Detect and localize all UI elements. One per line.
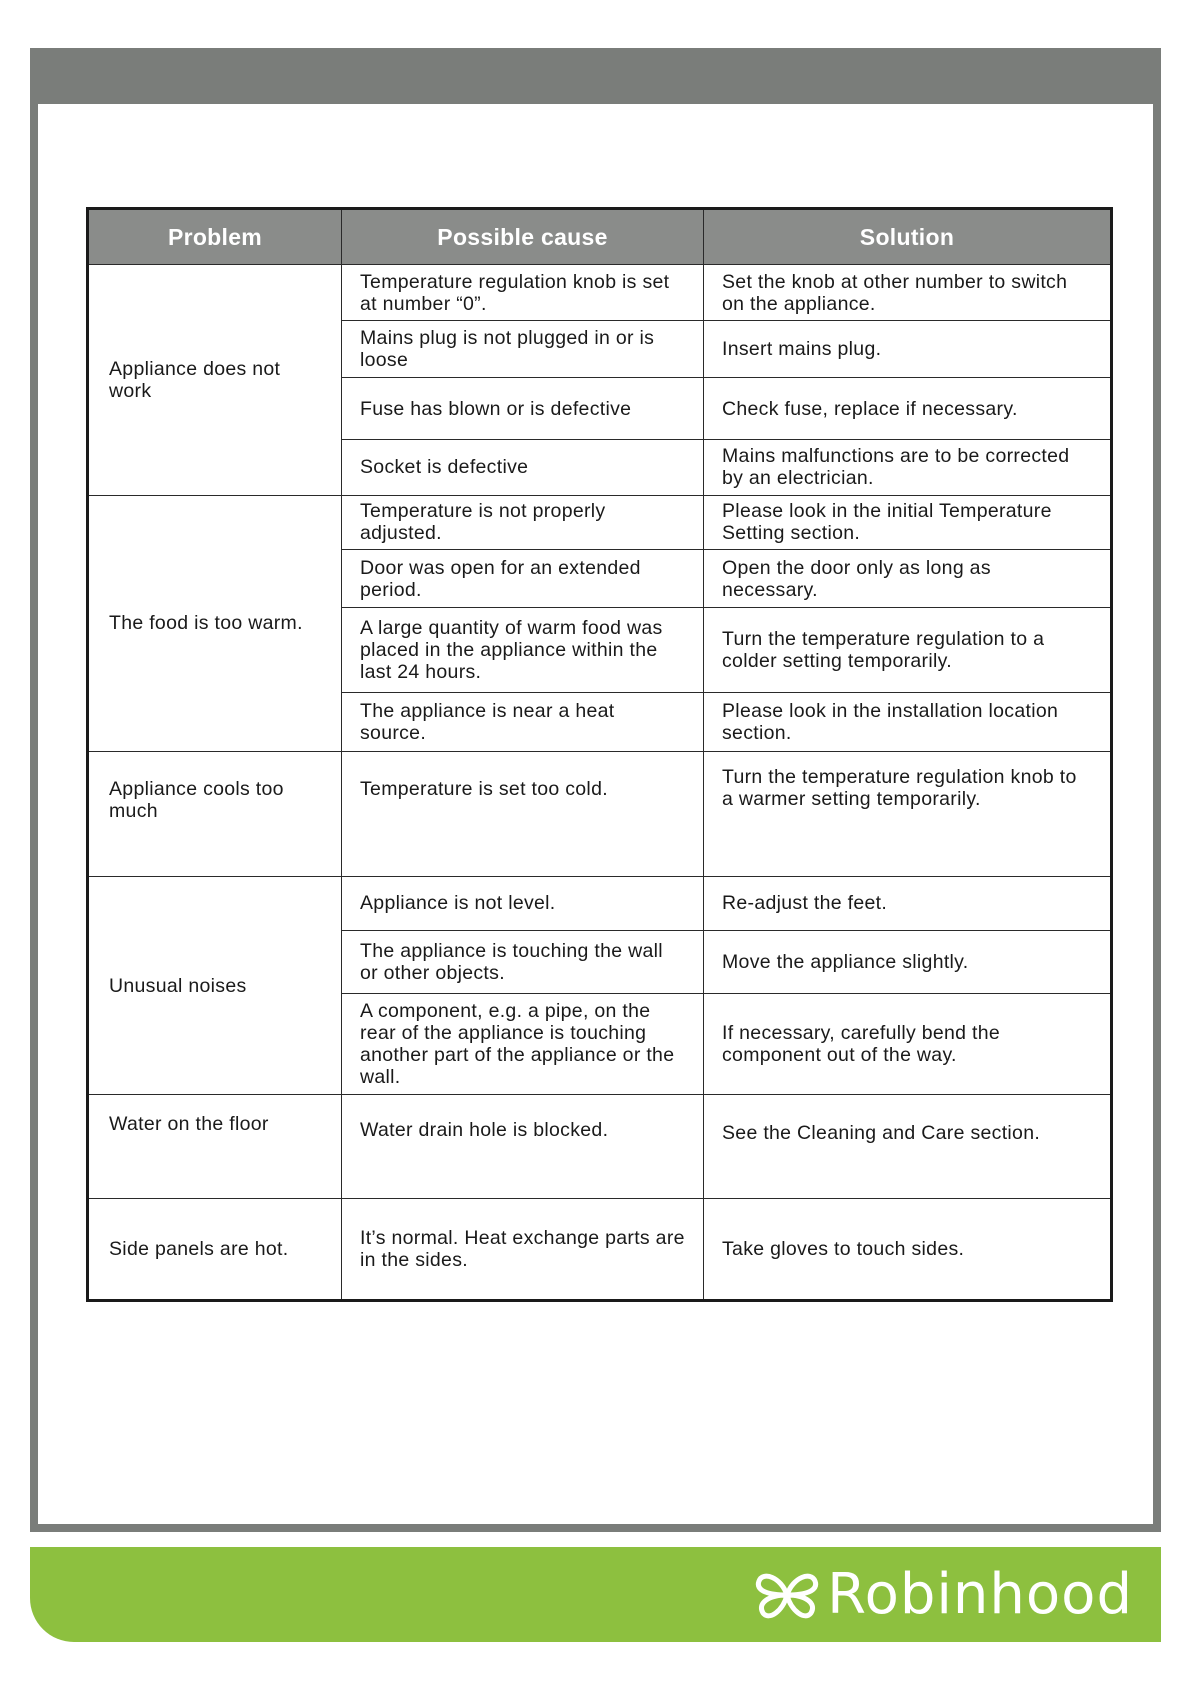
solution-cell: If necessary, carefully bend the component out of the way.: [704, 993, 1112, 1094]
solution-cell: Please look in the installation location section.: [704, 692, 1112, 751]
cause-cell: The appliance is near a heat source.: [342, 692, 704, 751]
header-problem: Problem: [88, 209, 342, 265]
solution-cell: Take gloves to touch sides.: [704, 1198, 1112, 1300]
solution-cell: Set the knob at other number to switch on the appliance.: [704, 265, 1112, 321]
cause-cell: It’s normal. Heat exchange parts are in the sides.: [342, 1198, 704, 1300]
troubleshooting-table: [86, 207, 1113, 1302]
cause-cell: The appliance is touching the wall or other objects.: [342, 930, 704, 993]
problem-cell: Appliance cools too much: [88, 751, 342, 876]
problem-cell: Appliance does not work: [88, 265, 342, 496]
table-row: [88, 495, 1112, 549]
table-row: [88, 751, 1112, 876]
solution-cell: Insert mains plug.: [704, 321, 1112, 378]
problem-cell: Side panels are hot.: [88, 1198, 342, 1300]
solution-cell: See the Cleaning and Care section.: [704, 1095, 1112, 1198]
table-row: [88, 1198, 1112, 1300]
solution-cell: Open the door only as long as necessary.: [704, 550, 1112, 608]
cause-cell: Mains plug is not plugged in or is loose: [342, 321, 704, 378]
cause-cell: A large quantity of warm food was placed in the appliance within the last 24 hours.: [342, 608, 704, 692]
problem-cell: Water on the floor: [88, 1095, 342, 1198]
solution-cell: Mains malfunctions are to be corrected by an electrician.: [704, 439, 1112, 495]
table-header-row: [88, 209, 1112, 265]
solution-cell: Turn the temperature regulation knob to a warmer setting temporarily.: [704, 751, 1112, 876]
solution-cell: Move the appliance slightly.: [704, 930, 1112, 993]
solution-cell: Re-adjust the feet.: [704, 877, 1112, 930]
cause-cell: Temperature regulation knob is set at number “0”.: [342, 265, 704, 321]
brand-name: Robinhood: [827, 1562, 1133, 1627]
table-row: [88, 1095, 1112, 1198]
solution-cell: Please look in the initial Temperature Setting section.: [704, 495, 1112, 549]
problem-cell: The food is too warm.: [88, 495, 342, 751]
cause-cell: Socket is defective: [342, 439, 704, 495]
butterfly-icon: [755, 1569, 819, 1621]
footer-bar: [30, 1547, 1161, 1642]
cause-cell: A component, e.g. a pipe, on the rear of the appliance is touching another part of the appliance or the wall.: [342, 993, 704, 1094]
cause-cell: Water drain hole is blocked.: [342, 1095, 704, 1198]
header-solution: Solution: [704, 209, 1112, 265]
header-possible-cause: Possible cause: [342, 209, 704, 265]
brand-logo: [755, 1562, 1133, 1627]
cause-cell: Appliance is not level.: [342, 877, 704, 930]
solution-cell: Check fuse, replace if necessary.: [704, 378, 1112, 439]
solution-cell: Turn the temperature regulation to a colder setting temporarily.: [704, 608, 1112, 692]
cause-cell: Fuse has blown or is defective: [342, 378, 704, 439]
cause-cell: Door was open for an extended period.: [342, 550, 704, 608]
table-row: [88, 265, 1112, 321]
table-row: [88, 877, 1112, 930]
cause-cell: Temperature is set too cold.: [342, 751, 704, 876]
cause-cell: Temperature is not properly adjusted.: [342, 495, 704, 549]
problem-cell: Unusual noises: [88, 877, 342, 1095]
